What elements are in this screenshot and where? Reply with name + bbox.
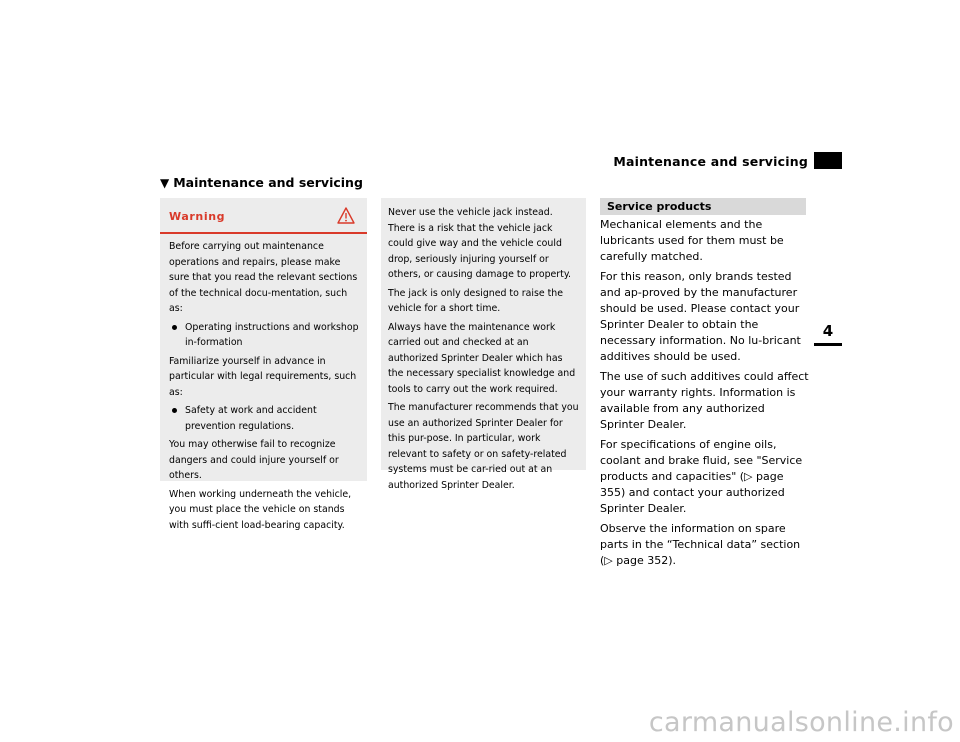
header-block <box>814 152 842 169</box>
warning-bullet: Safety at work and accident prevention regulations. <box>169 403 359 434</box>
service-paragraph: Observe the information on spare parts in the “Technical data” section (▷ page 352). <box>600 522 801 567</box>
warning-paragraph: You may otherwise fail to recognize dangers and could injure yourself or others. <box>169 439 339 481</box>
watermark: carmanualsonline.info <box>648 707 954 738</box>
warning-header <box>160 198 367 234</box>
middle-paragraph: The jack is only designed to raise the vehicle for a short time. <box>388 287 564 314</box>
section-heading <box>160 175 363 190</box>
service-paragraph: For specifications of engine oils, coolant and brake fluid, see "Service products and capacities" (▷ page 355) and contact your authorized Sprinter Dealer. <box>600 438 803 515</box>
triangle-marker-icon: ▼ <box>160 176 170 190</box>
service-paragraph: For this reason, only brands tested and ap-proved by the manufacturer should be used. Please contact your Sprinter Dealer to obtain the necessary information. No lu-bricant additives should be used. <box>600 270 801 363</box>
service-products-heading: Service products <box>600 198 806 215</box>
warning-body <box>160 234 367 533</box>
warning-paragraph: Familiarize yourself in advance in particular with legal requirements, such as: <box>169 355 357 398</box>
service-paragraph: The use of such additives could affect your warranty rights. Information is available from any authorized Sprinter Dealer. <box>600 370 809 431</box>
service-products-body <box>600 217 810 573</box>
warning-label: Warning <box>169 210 226 223</box>
middle-paragraph: The manufacturer recommends that you use an authorized Sprinter Dealer for this pur-pose. In particular, work relevant to safety or on safety-related systems must be car-ried out at an authorized Sprinter Dealer. <box>388 402 579 491</box>
middle-paragraph: Always have the maintenance work carried out and checked at an authorized Sprinter Dealer which has the necessary specialist knowledge and tools to carry out the work required. <box>388 321 576 395</box>
warning-paragraph: When working underneath the vehicle, you must place the vehicle on stands with suffi-cient load-bearing capacity. <box>169 488 352 531</box>
continued-warning-box <box>381 198 586 491</box>
middle-paragraph: Never use the vehicle jack instead. There is a risk that the vehicle jack could give way and the vehicle could drop, seriously injuring yourself or others, or causing damage to property. <box>388 207 572 280</box>
warning-bullet: Operating instructions and workshop in-formation <box>169 320 359 351</box>
chapter-tab: 4 <box>814 319 842 346</box>
page-header-title: Maintenance and servicing <box>613 154 808 169</box>
warning-triangle-icon <box>337 207 355 224</box>
warning-paragraph: Before carrying out maintenance operations and repairs, please make sure that you read the relevant sections of the technical docu-mentation, such as: <box>169 241 358 314</box>
warning-box <box>160 198 367 531</box>
section-heading-text: Maintenance and servicing <box>173 175 363 190</box>
service-paragraph: Mechanical elements and the lubricants used for them must be carefully matched. <box>600 218 784 263</box>
